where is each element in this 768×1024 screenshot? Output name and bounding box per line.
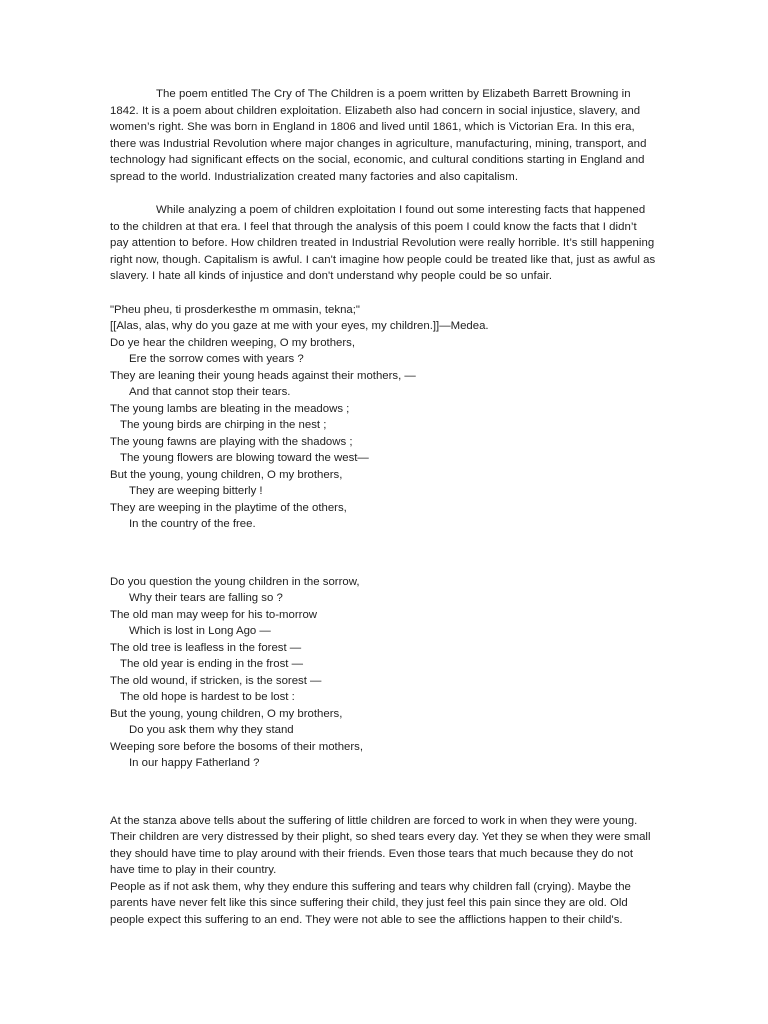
analysis-paragraph-1: At the stanza above tells about the suffering of little children are forced to work in when they were young. Their children are very distressed by their plight, so shed tears every day. Yet they se when they were small they should have time to play around with their friends. Even those tears that much because they do not have time to play in their country. xyxy=(110,814,651,876)
poem-line: The old man may weep for his to-morrow xyxy=(110,608,318,621)
poem-line: The young fawns are playing with the shadows ; xyxy=(110,435,353,448)
poem-line: Which is lost in Long Ago — xyxy=(129,625,271,637)
poem-line: Do you ask them why they stand xyxy=(129,724,294,736)
poem-line: But the young, young children, O my brothers, xyxy=(110,468,343,481)
poem-line: Do ye hear the children weeping, O my brothers, xyxy=(110,336,356,349)
poem-line: In the country of the free. xyxy=(129,518,256,530)
intro-paragraph-2: While analyzing a poem of children exploitation I found out some interesting facts that happened to the children at that era. I feel that through the analysis of this poem I could know the facts that I didn’t pay attention to before. How children treated in Industrial Revolution were really horrible. It’s still happening right now, though. Capitalism is awful. I can't imagine how people could be treated like that, just as awful as slavery. I hate all kinds of injustice and don't understand why people could be so unfair. xyxy=(110,204,656,282)
poem-epigraph-translation: [[Alas, alas, why do you gaze at me with your eyes, my children.]]—Medea. xyxy=(110,320,489,332)
poem-line: The old year is ending in the frost — xyxy=(120,658,303,670)
spacer xyxy=(110,772,658,813)
poem-line: They are weeping in the playtime of the others, xyxy=(110,501,347,514)
poem-line: The old hope is hardest to be lost : xyxy=(120,691,295,703)
spacer xyxy=(110,185,658,202)
poem-line: The young flowers are blowing toward the west— xyxy=(120,452,369,464)
poem-line: The old tree is leafless in the forest — xyxy=(110,641,302,654)
poem-line: In our happy Fatherland ? xyxy=(129,757,260,769)
intro-paragraph-1: The poem entitled The Cry of The Children is a poem written by Elizabeth Barrett Browning in 1842. It is a poem about children exploitation. Elizabeth also had concern in social injustice, slavery, and women’s right. She was born in England in 1806 and lived until 1861, which is Victorian Era. In this era, there was Industrial Revolution where major changes in agriculture, manufacturing, mining, transport, and technology had significant effects on the social, economic, and cultural conditions starting in England and spread to the world. Industrialization created many factories and also capitalism. xyxy=(110,88,647,183)
poem-stanza-2 xyxy=(110,574,658,772)
spacer xyxy=(110,533,658,574)
poem-line: Do you question the young children in the sorrow, xyxy=(110,575,360,588)
document-page xyxy=(110,86,658,928)
poem-line: Weeping sore before the bosoms of their mothers, xyxy=(110,740,364,753)
poem-line: The old wound, if stricken, is the sorest — xyxy=(110,674,322,687)
poem-epigraph: "Pheu pheu, ti prosderkesthe m ommasin, tekna;" xyxy=(110,303,360,316)
poem-line: They are leaning their young heads against their mothers, — xyxy=(110,369,416,382)
poem-line: Why their tears are falling so ? xyxy=(129,592,283,604)
poem-line: But the young, young children, O my brothers, xyxy=(110,707,343,720)
poem-line: The young lambs are bleating in the meadows ; xyxy=(110,402,350,415)
analysis-paragraph-2: People as if not ask them, why they endure this suffering and tears why children fall (crying). Maybe the parents have never felt like this since suffering their child, they just feel this pain since they are old. Old people expect this suffering to an end. They were not able to see the afflictions happen to their child's. xyxy=(110,880,631,926)
poem-line: And that cannot stop their tears. xyxy=(129,386,291,398)
poem-line: Ere the sorrow comes with years ? xyxy=(129,353,304,365)
poem-line: They are weeping bitterly ! xyxy=(129,485,263,497)
poem-line: The young birds are chirping in the nest ; xyxy=(120,419,327,431)
spacer xyxy=(110,285,658,302)
poem-stanza-1 xyxy=(110,302,658,533)
